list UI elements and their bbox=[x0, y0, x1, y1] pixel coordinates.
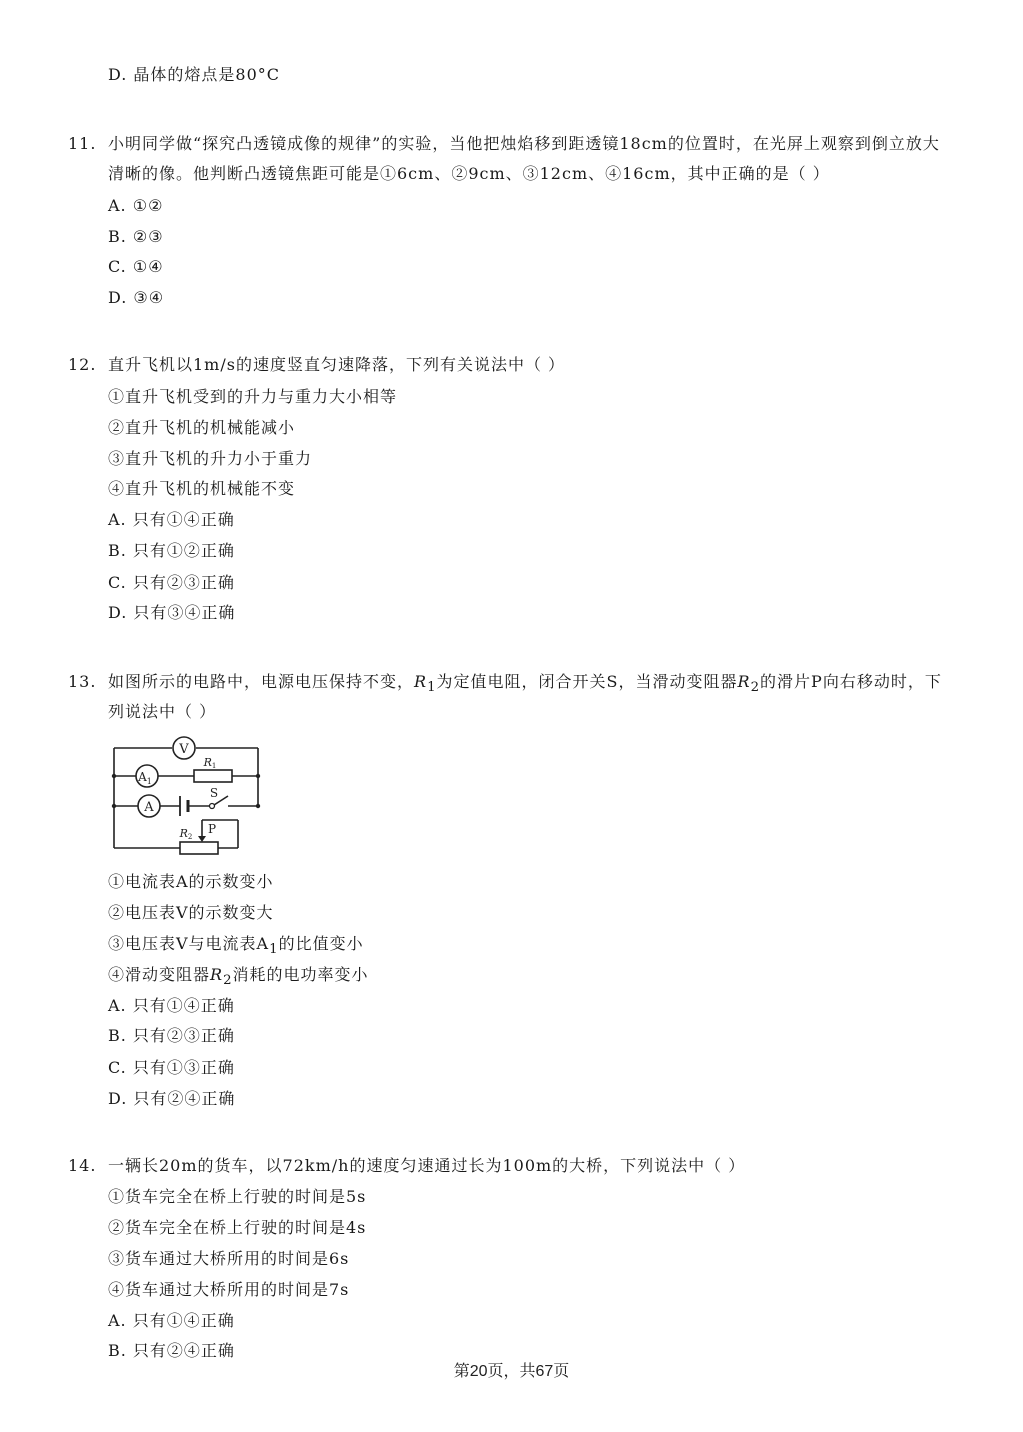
q12-statement-4: ④直升飞机的机械能不变 bbox=[108, 479, 296, 498]
q12-statement-1: ①直升飞机受到的升力与重力大小相等 bbox=[108, 387, 398, 406]
q11-option-d: D. ③④ bbox=[108, 288, 165, 307]
junction-dot bbox=[256, 774, 260, 778]
r1-label-subscript: 1 bbox=[211, 762, 217, 770]
ammeter-a1-subscript: 1 bbox=[146, 777, 152, 786]
q13-statement-3-part-b: 的比值变小 bbox=[278, 934, 364, 953]
circuit-diagram bbox=[110, 736, 264, 858]
q13-option-c: C. 只有①③正确 bbox=[108, 1058, 235, 1077]
q13-option-b: B. 只有②③正确 bbox=[108, 1026, 235, 1045]
q13-statement-4-symbol: R bbox=[210, 965, 224, 984]
q13-statement-4-part-b: 消耗的电功率变小 bbox=[232, 965, 369, 984]
q11-number: 11. bbox=[68, 134, 97, 153]
q12-option-b: B. 只有①②正确 bbox=[108, 541, 235, 560]
q12-option-c: C. 只有②③正确 bbox=[108, 573, 235, 592]
q10-option-d: D. 晶体的熔点是80°C bbox=[108, 65, 281, 84]
page-footer: 第20页，共67页 bbox=[453, 1363, 570, 1380]
q13-stem-part-a: 如图所示的电路中，电源电压保持不变， bbox=[108, 672, 415, 691]
q13-statement-3-part-a: ③电压表V与电流表A bbox=[108, 934, 270, 953]
q12-statement-2: ②直升飞机的机械能减小 bbox=[108, 418, 296, 437]
r2-label-subscript: 2 bbox=[187, 833, 193, 841]
q13-stem-line2: 列说法中（ ） bbox=[108, 702, 217, 721]
q13-statement-2: ②电压表V的示数变大 bbox=[108, 903, 274, 922]
q13-r1-symbol: R bbox=[414, 672, 428, 691]
q11-option-b: B. ②③ bbox=[108, 227, 164, 246]
r2-label bbox=[179, 827, 193, 841]
q12-stem: 直升飞机以1m/s的速度竖直匀速降落，下列有关说法中（ ） bbox=[108, 355, 566, 374]
q12-number: 12. bbox=[68, 355, 97, 374]
resistor-r1 bbox=[194, 770, 232, 782]
q14-statement-2: ②货车完全在桥上行驶的时间是4s bbox=[108, 1218, 367, 1237]
q11-stem-line1: 小明同学做“探究凸透镜成像的规律”的实验，当他把烛焰移到距透镜18cm的位置时，在光屏上观察到倒立放大 bbox=[108, 134, 940, 153]
q12-statement-3: ③直升飞机的升力小于重力 bbox=[108, 449, 313, 468]
voltmeter-label: V bbox=[179, 742, 189, 757]
q14-stem: 一辆长20m的货车，以72km/h的速度匀速通过长为100m的大桥，下列说法中（ ） bbox=[108, 1156, 746, 1175]
q13-statement-3-subscript: 1 bbox=[269, 942, 279, 958]
q14-statement-4: ④货车通过大桥所用的时间是7s bbox=[108, 1280, 350, 1299]
q13-stem-part-c: 的滑片P向右移动时，下 bbox=[760, 672, 942, 691]
q14-option-b: B. 只有②④正确 bbox=[108, 1341, 235, 1360]
q12-option-a: A. 只有①④正确 bbox=[108, 510, 235, 529]
junction-dot bbox=[112, 804, 116, 808]
q13-option-a: A. 只有①④正确 bbox=[108, 996, 235, 1015]
rheostat-r2 bbox=[180, 842, 218, 854]
q11-stem-line2: 清晰的像。他判断凸透镜焦距可能是①6cm、②9cm、③12cm、④16cm，其中正确的是（ ） bbox=[108, 164, 830, 183]
q13-number: 13. bbox=[68, 672, 97, 691]
slider-p-label: P bbox=[207, 822, 217, 836]
junction-dot bbox=[256, 804, 260, 808]
ammeter-a1-letter: A bbox=[138, 770, 147, 784]
q13-statement-1: ①电流表A的示数变小 bbox=[108, 872, 274, 891]
q13-r1-subscript: 1 bbox=[427, 680, 437, 696]
q11-option-a: A. ①② bbox=[108, 196, 164, 215]
ammeter-a-label: A bbox=[144, 800, 154, 815]
q14-option-a: A. 只有①④正确 bbox=[108, 1311, 235, 1330]
q13-stem-part-b: 为定值电阻，闭合开关S，当滑动变阻器 bbox=[436, 672, 738, 691]
switch-label: S bbox=[209, 786, 219, 800]
q13-statement-4 bbox=[108, 964, 369, 992]
r1-label-letter: R bbox=[203, 756, 212, 769]
q12-option-d: D. 只有③④正确 bbox=[108, 603, 236, 622]
q13-statement-3 bbox=[108, 933, 364, 961]
q13-stem-line1 bbox=[108, 671, 942, 699]
q13-statement-4-part-a: ④滑动变阻器 bbox=[108, 965, 211, 984]
q13-statement-4-subscript: 2 bbox=[223, 973, 233, 989]
r1-label bbox=[203, 756, 217, 770]
q11-option-c: C. ①④ bbox=[108, 257, 164, 276]
q13-r2-symbol: R bbox=[737, 672, 751, 691]
q13-r2-subscript: 2 bbox=[750, 680, 761, 696]
q14-statement-3: ③货车通过大桥所用的时间是6s bbox=[108, 1249, 350, 1268]
q13-option-d: D. 只有②④正确 bbox=[108, 1089, 236, 1108]
r2-label-letter: R bbox=[179, 827, 188, 840]
q14-number: 14. bbox=[68, 1156, 97, 1175]
slider-arrow bbox=[198, 836, 206, 842]
q14-statement-1: ①货车完全在桥上行驶的时间是5s bbox=[108, 1187, 367, 1206]
junction-dot bbox=[112, 774, 116, 778]
